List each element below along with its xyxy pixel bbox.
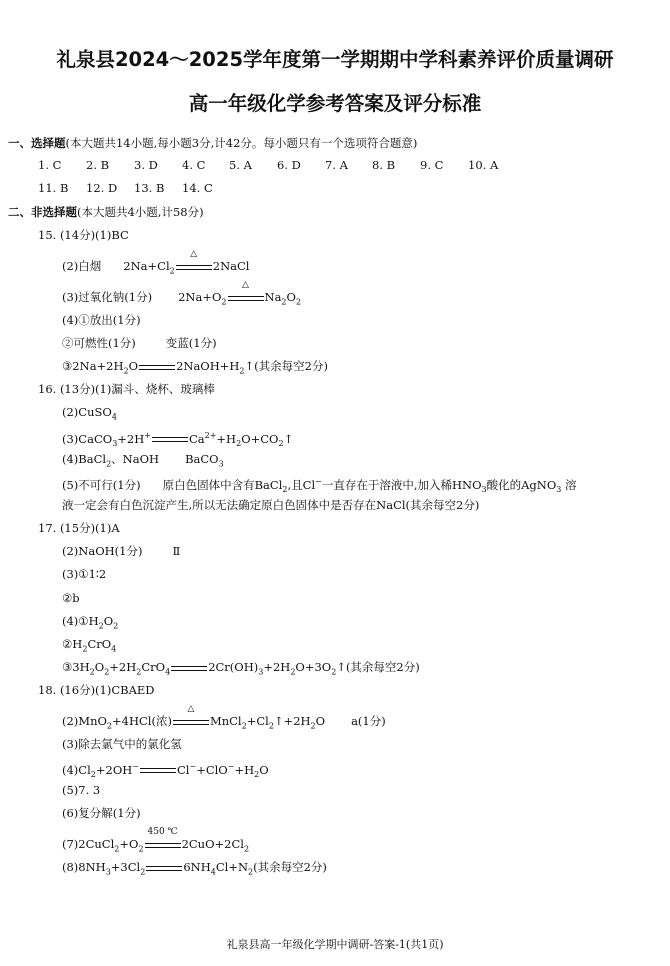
- equation-left: 2Na+O: [178, 290, 222, 304]
- q17-line-5: $(4)①H_2O_2$: [62, 614, 119, 631]
- heat-condition: [175, 249, 213, 274]
- mcq-row-1: [38, 158, 658, 174]
- temperature-condition: [144, 827, 182, 852]
- equation-part: +Cl: [246, 714, 269, 728]
- equation-part: ↑(其余每空2分): [244, 359, 328, 373]
- q17-line-2: [62, 543, 180, 559]
- q18-line-4: $(4)Cl_2+2OH^-$ $Cl^-+ClO^-+H_2O$: [62, 762, 269, 780]
- q18-line-6: (6)复分解(1分): [62, 806, 141, 820]
- equation-part: +2H: [263, 660, 291, 674]
- answer-text: a(1分): [351, 714, 386, 728]
- q18-line-2: (2)MnO$_2$+4HCl(浓) △ $MnCl_2+Cl_2↑+2H_2O$ a(1分): [62, 713, 386, 734]
- condition-label: 450 ℃: [147, 827, 178, 837]
- q15-line-5: [62, 335, 217, 351]
- equation-part: (3)CaCO: [62, 431, 113, 446]
- equation-part: +H: [234, 762, 255, 777]
- equation-part: 2CuO+2Cl: [181, 837, 244, 851]
- q16-line-3: (3)CaCO$_3$+2H+ $Ca^{2+}+H_2O+CO_2↑$: [62, 431, 294, 449]
- mcq-row-2: [38, 181, 658, 197]
- q15-line-6: $③2Na+2H_2O$ $2NaOH+H_2↑$(其余每空2分): [62, 359, 328, 376]
- answer-text: 溶: [565, 477, 577, 492]
- equation-left: 2Na+Cl: [123, 259, 170, 273]
- q17-line-4: ②b: [62, 591, 80, 605]
- answer-text: 变蓝(1分): [165, 336, 217, 350]
- condition-label: △: [190, 249, 198, 259]
- answer-text: O: [103, 614, 114, 628]
- q15-line-2: (2)白烟 $2Na+Cl_2$ △ 2NaCl: [62, 258, 249, 279]
- answer-text: (3)过氧化钠(1分): [62, 290, 153, 304]
- equation-part: +4HCl(浓): [112, 714, 172, 728]
- q16-line-1: 16. (13分)(1)漏斗、烧杯、玻璃棒: [38, 382, 215, 396]
- condition-label: △: [187, 704, 195, 714]
- answer-text: (2)白烟: [62, 259, 102, 273]
- q16-line-5: (5)不可行(1分) 原白色固体中含有BaCl$_2$,且Cl−一直存在于溶液中,加入稀$HNO_3$酸化的AgNO$_3$ 溶: [62, 477, 577, 495]
- equation-part: +2H: [117, 431, 145, 446]
- equation-part: 2NaOH+H: [176, 359, 240, 373]
- mcq-answer: 3. D: [134, 158, 158, 172]
- answer-text: 原白色固体中含有BaCl: [162, 477, 283, 492]
- equation-part: CrO: [141, 660, 166, 674]
- answer-text: (4)①H: [62, 614, 99, 628]
- answer-text: 、NaOH: [111, 452, 160, 466]
- answer-text: ,且Cl: [287, 477, 316, 492]
- equation-part: ↑+2H: [273, 714, 311, 728]
- equation-part: (8)8NH: [62, 860, 106, 874]
- mcq-answer: 7. A: [325, 158, 348, 172]
- q18-line-7: $(7)2CuCl_2+O_2$ 450 ℃ $2CuO+2Cl_2$: [62, 836, 249, 857]
- answer-text: ②可燃性(1分): [62, 336, 136, 350]
- answer-text: (4)BaCl: [62, 452, 107, 466]
- mcq-answer: 1. C: [38, 158, 62, 172]
- equation-part: (7)2CuCl: [62, 837, 115, 851]
- answer-text: (2)CuSO: [62, 405, 112, 419]
- equation-part: ③3H: [62, 660, 90, 674]
- answer-text: BaCO: [185, 452, 219, 466]
- equation-part: +O: [119, 837, 139, 851]
- equation-part: 6NH: [183, 860, 211, 874]
- equation-part: O+CO: [241, 431, 279, 446]
- mcq-answer: 11. B: [38, 181, 69, 195]
- answer-text: (2)NaOH(1分): [62, 544, 143, 558]
- equation-part: (其余每空2分): [253, 860, 327, 874]
- condition-label: △: [242, 280, 249, 290]
- answer-text: CrO: [87, 637, 112, 651]
- section2-note: (本大题共4小题,计58分): [77, 205, 204, 219]
- equation-part: O: [259, 762, 269, 777]
- mcq-answer: 5. A: [229, 158, 252, 172]
- equation-part: (4)Cl: [62, 762, 91, 777]
- equation-part: O: [315, 714, 326, 728]
- equation-part: ↑: [283, 431, 294, 446]
- answer-text: 酸化的AgNO: [486, 477, 557, 492]
- equation-part: +2H: [109, 660, 137, 674]
- q17-line-1: 17. (15分)(1)A: [38, 521, 120, 535]
- answer-text: (5)不可行(1分): [62, 477, 141, 492]
- mcq-answer: 12. D: [86, 181, 118, 195]
- page-footer: 礼泉县高一年级化学期中调研-答案-1(共1页): [226, 938, 444, 951]
- answer-text: ②H: [62, 637, 83, 651]
- mcq-answer: 14. C: [182, 181, 213, 195]
- heat-condition: [227, 280, 265, 305]
- equation-part: Cl+N: [215, 860, 249, 874]
- mcq-answer: 8. B: [372, 158, 396, 172]
- q18-line-1: 18. (16分)(1)CBAED: [38, 683, 155, 697]
- mcq-answer: 4. C: [182, 158, 206, 172]
- section1-heading: 一、选择题: [8, 136, 66, 150]
- page-subtitle: 高一年级化学参考答案及评分标准: [188, 92, 482, 115]
- equation-part: Ca: [188, 431, 205, 446]
- equation-part: +H: [216, 431, 237, 446]
- equation-part: O: [94, 660, 105, 674]
- q18-line-8: $(8)8NH_3+3Cl_2$ $6NH_4Cl+N_2$(其余每空2分): [62, 860, 327, 877]
- equation-right: Na: [264, 290, 282, 304]
- mcq-answer: 10. A: [468, 158, 499, 172]
- equation-part: O: [128, 359, 139, 373]
- equation-part: ↑(其余每空2分): [336, 660, 420, 674]
- section1-note: (本大题共14小题,每小题3分,计42分。每小题只有一个选项符合题意): [65, 136, 418, 150]
- equation-part: (2)MnO: [62, 714, 107, 728]
- section2-header: [8, 204, 204, 220]
- q17-line-3: (3)①1∶2: [62, 567, 107, 581]
- equation-part: 2Cr(OH): [208, 660, 259, 674]
- q17-line-6: $②H_2CrO_4$: [62, 637, 117, 654]
- answer-text: 一直存在于溶液中,加入稀HNO: [321, 477, 482, 492]
- mcq-answer: 2. B: [86, 158, 110, 172]
- q18-line-5: (5)7. 3: [62, 783, 101, 797]
- q16-line-4: (4)BaCl$_2$、NaOH BaCO$_3$: [62, 452, 224, 469]
- equation-part: +2OH: [95, 762, 133, 777]
- section2-heading: 二、非选择题: [8, 205, 77, 219]
- section1-header: [8, 135, 417, 151]
- answer-text: Ⅱ: [172, 544, 181, 558]
- equation-part: +ClO: [196, 762, 228, 777]
- equation-part: Cl: [177, 762, 190, 777]
- equation-part: MnCl: [209, 714, 242, 728]
- mcq-answer: 6. D: [277, 158, 301, 172]
- equation-part: +3Cl: [110, 860, 141, 874]
- page-title: 礼泉县2024～2025学年度第一学期期中学科素养评价质量调研: [56, 48, 614, 71]
- q17-line-7: $③3H_2O_2+2H_2CrO_4$ $2Cr(OH)_3+2H_2O+3O_2↑$(其余每空2分): [62, 660, 420, 677]
- heat-condition: [172, 704, 210, 729]
- q16-line-6: 液一定会有白色沉淀产生,所以无法确定原白色固体中是否存在NaCl(其余每空2分): [62, 498, 480, 512]
- q15-line-1: 15. (14分)(1)BC: [38, 228, 129, 242]
- equation-part: ③2Na+2H: [62, 359, 124, 373]
- equation-part: O+3O: [295, 660, 332, 674]
- q18-line-3: (3)除去氯气中的氯化氢: [62, 737, 182, 751]
- equation-right: 2NaCl: [212, 259, 250, 273]
- mcq-answer: 9. C: [420, 158, 444, 172]
- q16-line-2: (2)CuSO$_4$: [62, 405, 117, 422]
- q15-line-4: (4)①放出(1分): [62, 313, 141, 327]
- q15-line-3: (3)过氧化钠(1分) $2Na+O_2$ △ $Na_2O_2$: [62, 289, 301, 310]
- mcq-answer: 13. B: [134, 181, 165, 195]
